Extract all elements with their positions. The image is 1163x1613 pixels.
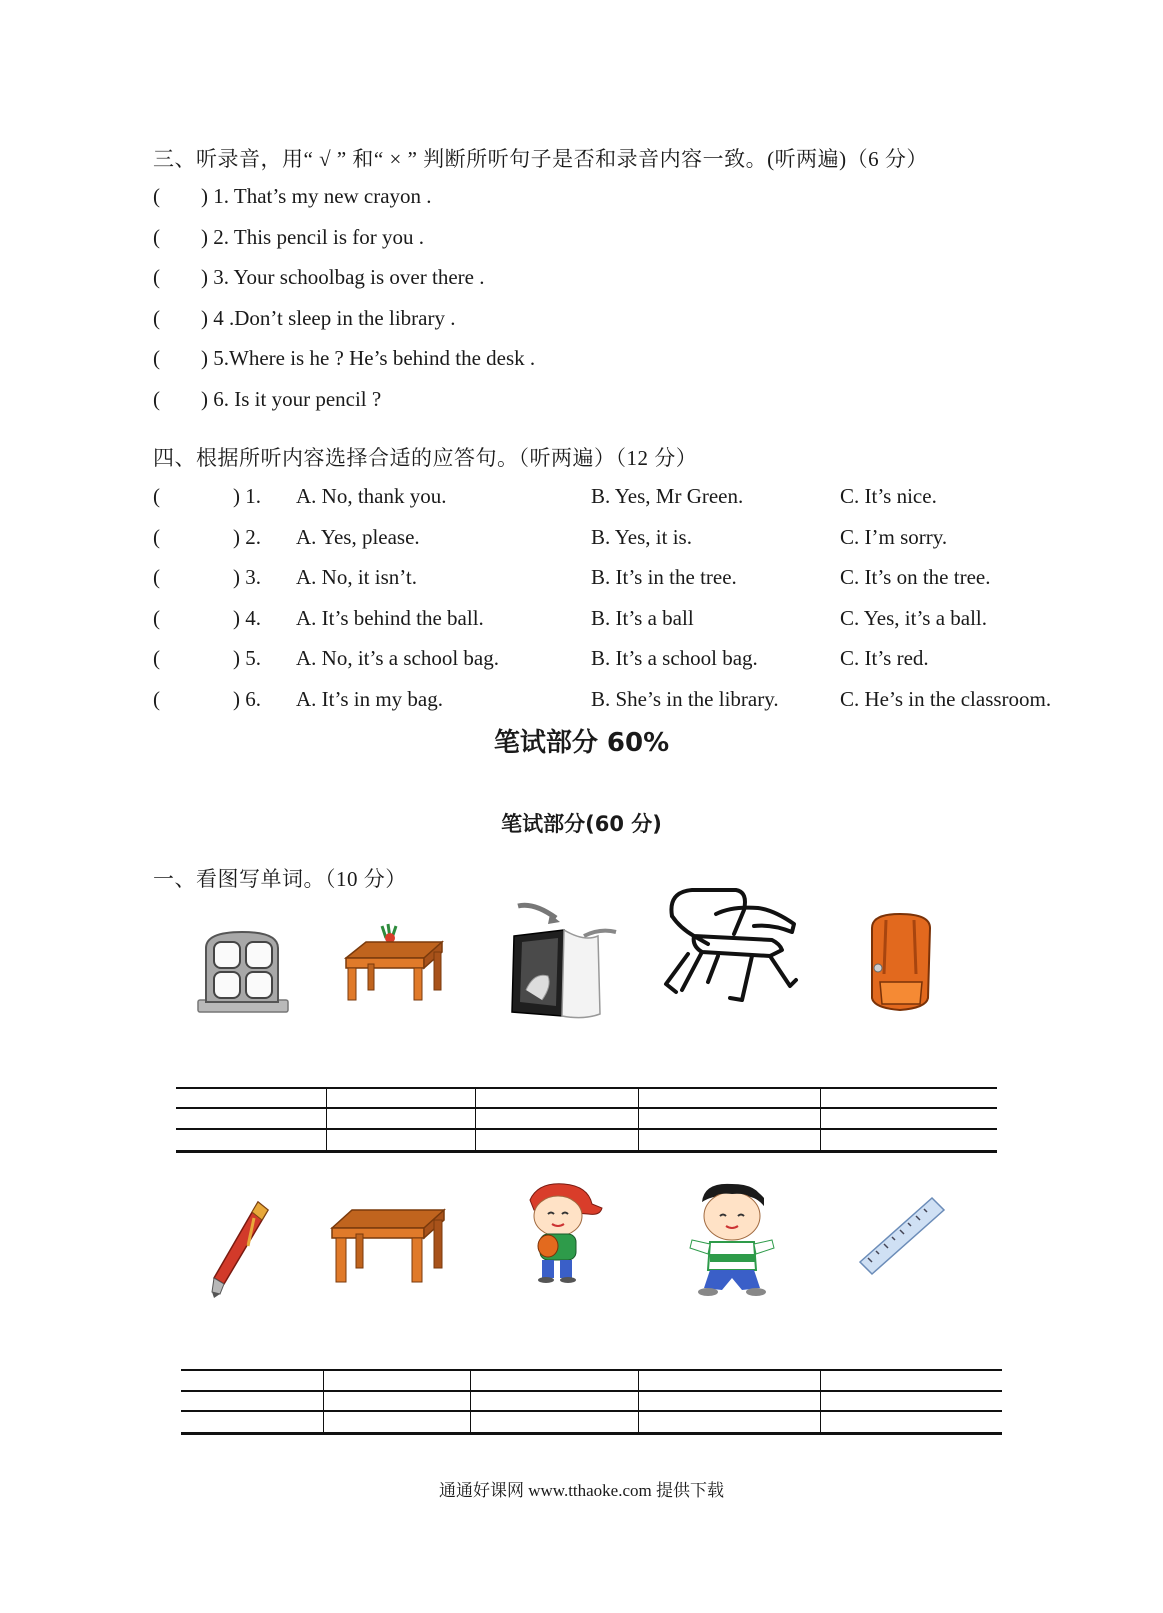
section3-item-2: ( ) 2. This pencil is for you .	[153, 225, 425, 249]
section3-item-3: ( ) 3. Your schoolbag is over there .	[153, 265, 485, 289]
answer-line	[176, 1107, 997, 1109]
answer-divider	[323, 1369, 324, 1434]
written-part-subtitle: 笔试部分(60 分)	[501, 812, 662, 836]
window-icon	[196, 928, 292, 1018]
section4-row-3: ( ) 3. A. No, it isn’t. B. It’s in the tree. C. It’s on the tree.	[153, 565, 991, 589]
section3-item-1: ( ) 1. That’s my new crayon .	[153, 184, 432, 208]
answer-divider	[638, 1087, 639, 1152]
pen-icon	[206, 1198, 276, 1298]
chair-icon	[662, 884, 802, 1006]
desk-icon	[338, 918, 448, 1008]
section4-row-5: ( ) 5. A. No, it’s a school bag. B. It’s a school bag. C. It’s red.	[153, 646, 929, 670]
written-part-title: 笔试部分 60%	[493, 728, 670, 758]
answer-line	[176, 1087, 997, 1089]
section4-row-2: ( ) 2. A. Yes, please. B. Yes, it is. C. I’m sorry.	[153, 525, 948, 549]
desk-icon	[328, 1206, 448, 1286]
section4-row-6: ( ) 6. A. It’s in my bag. B. She’s in the library. C. He’s in the classroom.	[153, 687, 1052, 711]
section3-item-5: ( ) 5.Where is he ? He’s behind the desk .	[153, 346, 536, 370]
section3-item-6: ( ) 6. Is it your pencil ?	[153, 387, 382, 411]
answer-divider	[638, 1369, 639, 1434]
section3-heading: 三、听录音，用“ √ ” 和“ × ” 判断所听句子是否和录音内容一致。(听两遍)（6 分）	[153, 147, 928, 171]
answer-line	[181, 1390, 1002, 1392]
section3-item-4: ( ) 4 .Don’t sleep in the library .	[153, 306, 456, 330]
section1-heading: 一、看图写单词。（10 分）	[153, 867, 407, 891]
answer-line	[181, 1369, 1002, 1371]
ruler-icon	[856, 1196, 948, 1280]
schoolbag-icon	[864, 912, 938, 1014]
answer-divider	[820, 1369, 821, 1434]
answer-divider	[475, 1087, 476, 1152]
section4-row-4: ( ) 4. A. It’s behind the ball. B. It’s a ball C. Yes, it’s a ball.	[153, 606, 988, 630]
answer-divider	[470, 1369, 471, 1434]
section4-heading: 四、根据所听内容选择合适的应答句。（听两遍）（12 分）	[153, 446, 698, 470]
boy-icon	[686, 1180, 778, 1298]
answer-divider	[326, 1087, 327, 1152]
boy-with-cap-icon	[518, 1180, 606, 1284]
answer-line	[181, 1432, 1002, 1435]
book-icon	[504, 902, 620, 1022]
answer-line	[181, 1410, 1002, 1412]
answer-line	[176, 1128, 997, 1130]
footer-credit: 通通好课网 www.tthaoke.com 提供下载	[438, 1481, 725, 1500]
answer-divider	[820, 1087, 821, 1152]
section4-row-1: ( ) 1. A. No, thank you. B. Yes, Mr Green. C. It’s nice.	[153, 484, 937, 508]
answer-line	[176, 1150, 997, 1153]
